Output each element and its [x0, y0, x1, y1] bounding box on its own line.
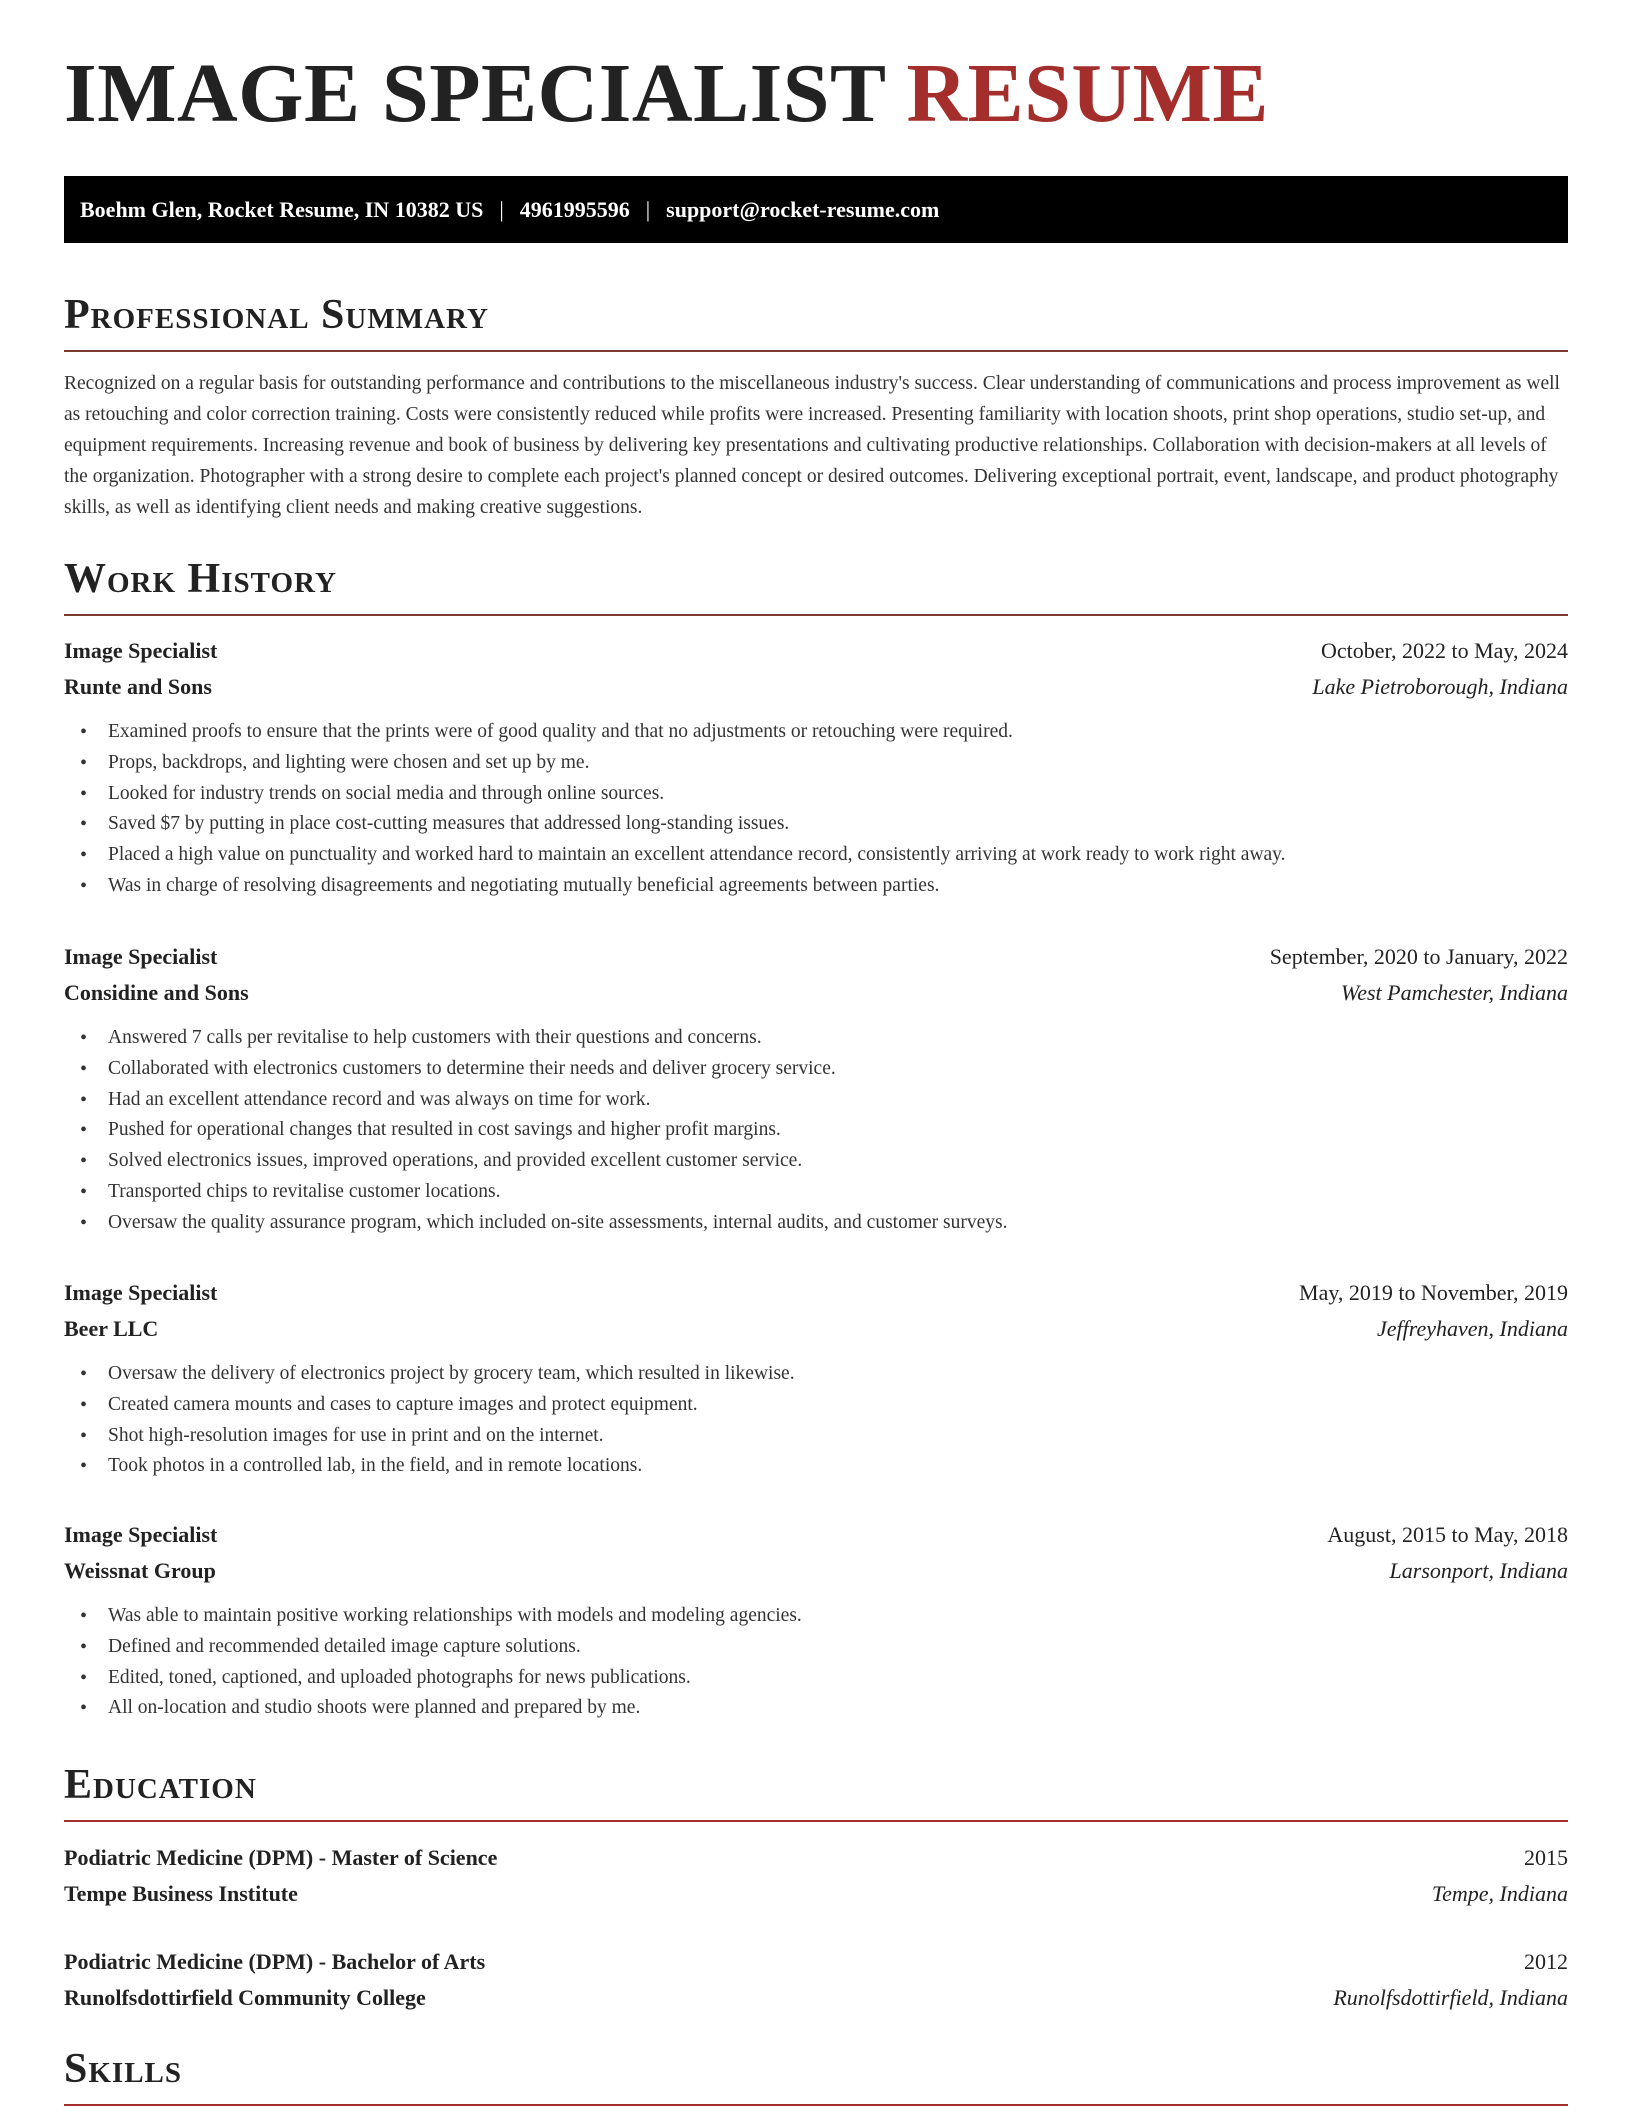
job-bullet: • Props, backdrops, and lighting were chosen and set up by me. [80, 748, 1568, 779]
job-header-row [64, 633, 1568, 669]
job-bullets [64, 1023, 1568, 1239]
job-bullet: • Transported chips to revitalise customer locations. [80, 1177, 1568, 1208]
job-dates: October, 2022 to May, 2024 [1321, 638, 1568, 663]
job-bullet: • Collaborated with electronics customers to determine their needs and deliver grocery service. [80, 1054, 1568, 1085]
education-school: Tempe Business Institute [64, 1881, 298, 1906]
job-dates: May, 2019 to November, 2019 [1299, 1280, 1568, 1305]
education-location: Runolfsdottirfield, Indiana [1333, 1985, 1568, 2010]
job-entry [64, 939, 1568, 1239]
job-bullet: • Was in charge of resolving disagreements and negotiating mutually beneficial agreements between parties. [80, 871, 1568, 902]
job-company-row [64, 975, 1568, 1011]
job-bullet: • Saved $7 by putting in place cost-cutting measures that addressed long-standing issues. [80, 809, 1568, 840]
job-bullet: • Oversaw the delivery of electronics project by grocery team, which resulted in likewise. [80, 1359, 1568, 1390]
job-bullet: • Oversaw the quality assurance program, which included on-site assessments, internal audits, and customer surveys. [80, 1208, 1568, 1239]
contact-phone: 4961995596 [519, 196, 630, 222]
education-entry [64, 1944, 1568, 2016]
job-company: Considine and Sons [64, 980, 249, 1005]
job-entry [64, 1517, 1568, 1724]
education-school-row [64, 1980, 1568, 2016]
job-bullet: • Examined proofs to ensure that the prints were of good quality and that no adjustments or retouching were required. [80, 717, 1568, 748]
education-degree: Podiatric Medicine (DPM) - Master of Science [64, 1845, 498, 1870]
job-bullets [64, 717, 1568, 902]
education-location: Tempe, Indiana [1431, 1881, 1568, 1906]
job-header-row [64, 1517, 1568, 1553]
job-entry [64, 1275, 1568, 1482]
job-location: Larsonport, Indiana [1389, 1558, 1568, 1583]
skills-heading: Skills [64, 2048, 1568, 2106]
education-degree: Podiatric Medicine (DPM) - Bachelor of Arts [64, 1949, 486, 1974]
job-bullets [64, 1359, 1568, 1482]
summary-heading: Professional Summary [64, 294, 1568, 352]
job-company-row [64, 1553, 1568, 1589]
job-bullet: • Pushed for operational changes that resulted in cost savings and higher profit margins. [80, 1115, 1568, 1146]
job-location: Lake Pietroborough, Indiana [1312, 674, 1568, 699]
education-year: 2015 [1524, 1845, 1568, 1870]
job-company: Beer LLC [64, 1316, 159, 1341]
education-year: 2012 [1524, 1949, 1568, 1974]
job-bullet: • Took photos in a controlled lab, in the field, and in remote locations. [80, 1451, 1568, 1482]
job-dates: August, 2015 to May, 2018 [1327, 1522, 1568, 1547]
job-company: Runte and Sons [64, 674, 212, 699]
resume-title [64, 47, 1269, 140]
job-header-row [64, 939, 1568, 975]
job-bullet: • All on-location and studio shoots were planned and prepared by me. [80, 1693, 1568, 1724]
contact-email: support@rocket-resume.com [666, 196, 940, 222]
job-entry [64, 633, 1568, 902]
contact-separator: | [499, 196, 504, 222]
job-title: Image Specialist [64, 638, 218, 663]
job-bullet: • Edited, toned, captioned, and uploaded photographs for news publications. [80, 1663, 1568, 1694]
job-company-row [64, 1311, 1568, 1347]
education-degree-row [64, 1840, 1568, 1876]
education-school-row [64, 1876, 1568, 1912]
job-location: West Pamchester, Indiana [1340, 980, 1568, 1005]
job-header-row [64, 1275, 1568, 1311]
work-history-heading: Work History [64, 558, 1568, 616]
job-bullet: • Was able to maintain positive working relationships with models and modeling agencies. [80, 1601, 1568, 1632]
job-company: Weissnat Group [64, 1558, 216, 1583]
job-title: Image Specialist [64, 1280, 218, 1305]
job-bullet: • Solved electronics issues, improved operations, and provided excellent customer service. [80, 1146, 1568, 1177]
title-main: IMAGE SPECIALIST [64, 47, 886, 140]
contact-address: Boehm Glen, Rocket Resume, IN 10382 US [80, 196, 484, 222]
job-bullet: • Created camera mounts and cases to capture images and protect equipment. [80, 1390, 1568, 1421]
education-degree-row [64, 1944, 1568, 1980]
job-location: Jeffreyhaven, Indiana [1377, 1316, 1568, 1341]
job-bullet: • Had an excellent attendance record and was always on time for work. [80, 1085, 1568, 1116]
job-bullet: • Looked for industry trends on social media and through online sources. [80, 779, 1568, 810]
job-bullet: • Placed a high value on punctuality and worked hard to maintain an excellent attendance record, consistently arriving at work ready to work right away. [80, 840, 1568, 871]
education-entry [64, 1840, 1568, 1912]
education-school: Runolfsdottirfield Community College [64, 1985, 426, 2010]
title-accent: RESUME [906, 47, 1269, 140]
contact-bar [64, 176, 1568, 243]
job-bullets [64, 1601, 1568, 1724]
job-title: Image Specialist [64, 1522, 218, 1547]
summary-text: Recognized on a regular basis for outstanding performance and contributions to the miscellaneous industry's success. Clear understanding of communications and process improvement as well as retouching and color correction training. Costs were consistently reduced while profits were increased. Presenting familiarity with location shoots, print shop operations, studio set-up, and equipment requirements. Increasing revenue and book of business by delivering key presentations and cultivating productive relationships. Collaboration with decision-makers at all levels of the organization. Photographer with a strong desire to complete each project's planned concept or desired outcomes. Delivering exceptional portrait, event, landscape, and product photography skills, as well as identifying client needs and making creative suggestions. [64, 373, 1560, 518]
job-title: Image Specialist [64, 944, 218, 969]
job-company-row [64, 669, 1568, 705]
education-heading: Education [64, 1764, 1568, 1822]
job-bullet: • Answered 7 calls per revitalise to help customers with their questions and concerns. [80, 1023, 1568, 1054]
job-bullet: • Shot high-resolution images for use in print and on the internet. [80, 1421, 1568, 1452]
job-bullet: • Defined and recommended detailed image capture solutions. [80, 1632, 1568, 1663]
job-dates: September, 2020 to January, 2022 [1269, 944, 1568, 969]
contact-separator: | [645, 196, 651, 222]
